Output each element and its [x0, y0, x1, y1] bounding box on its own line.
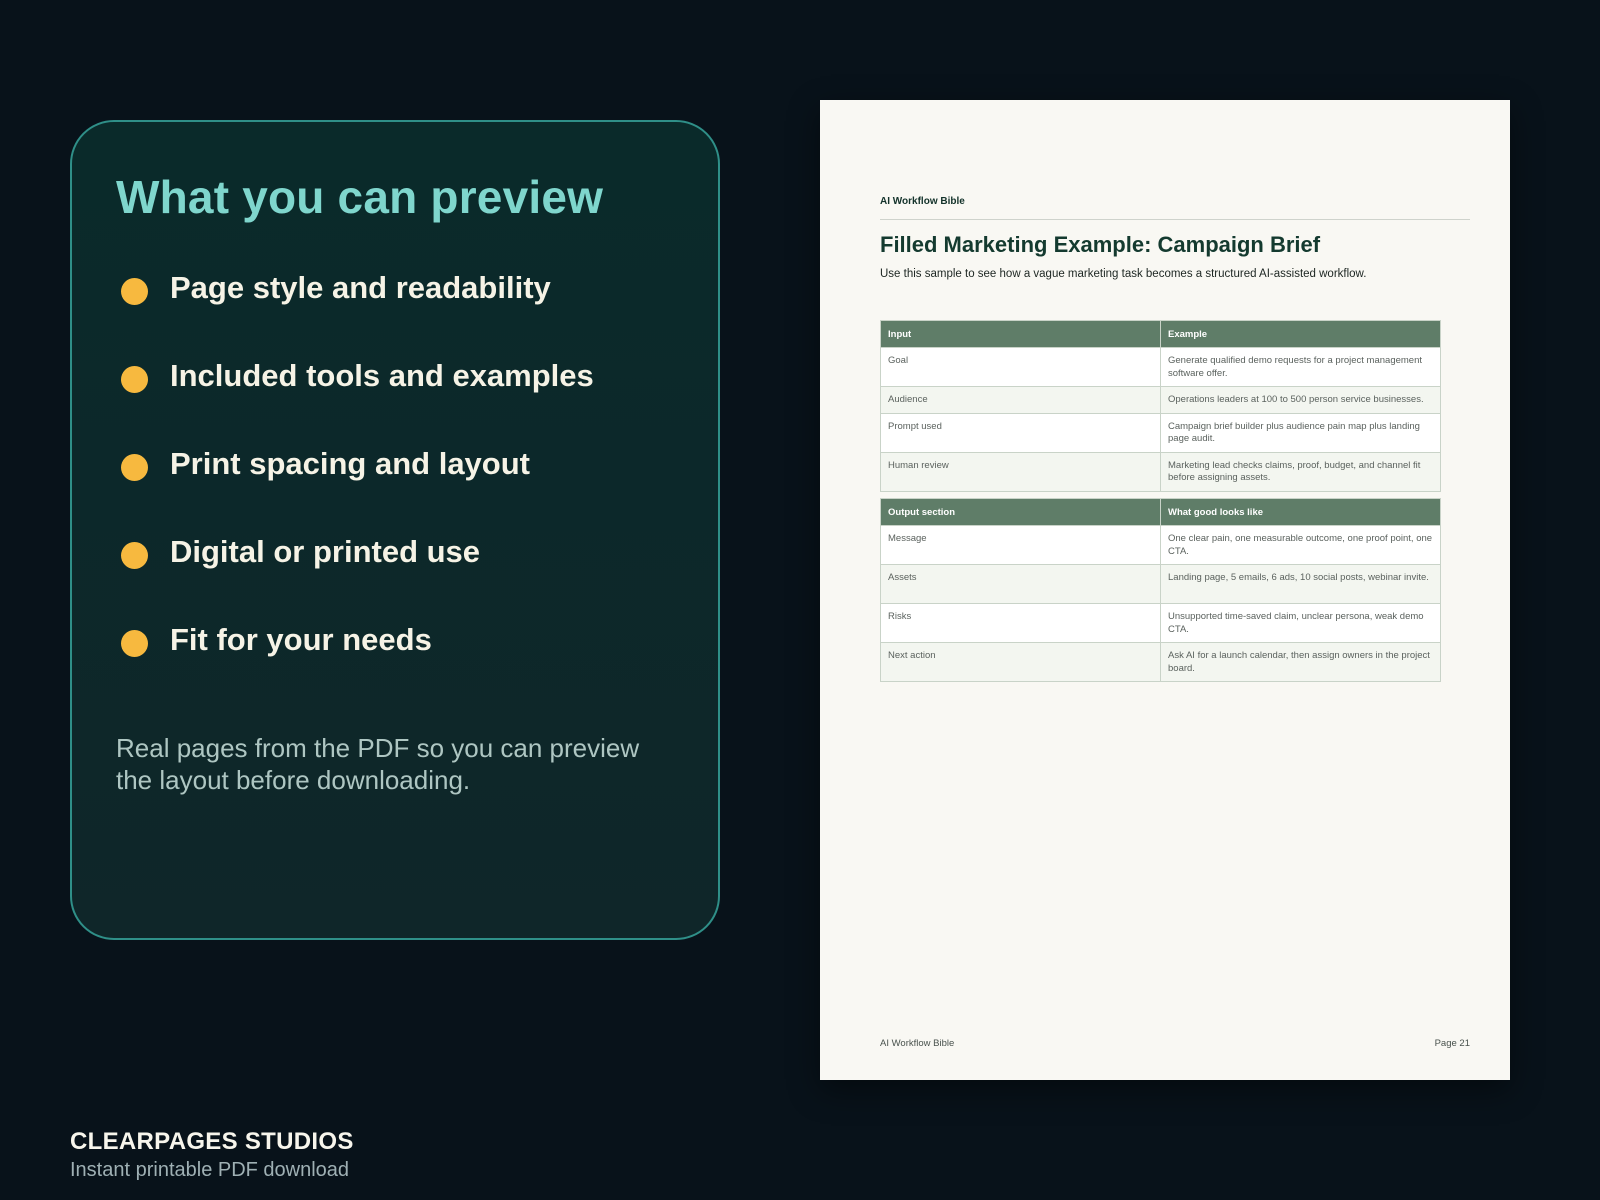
- table-cell: Message: [881, 526, 1161, 565]
- table-row: [881, 452, 1441, 491]
- table-header-row: [881, 321, 1441, 348]
- table-cell: Unsupported time-saved claim, unclear persona, weak demo CTA.: [1161, 604, 1441, 643]
- table-cell: Generate qualified demo requests for a project management software offer.: [1161, 348, 1441, 387]
- table-row: [881, 348, 1441, 387]
- pdf-subtitle: Use this sample to see how a vague marketing task becomes a structured AI-assisted workflow.: [880, 268, 1367, 280]
- input-table: [880, 320, 1441, 492]
- table-cell: Assets: [881, 565, 1161, 604]
- feature-label: Print spacing and layout: [170, 446, 530, 481]
- pdf-running-header: AI Workflow Bible: [880, 196, 965, 207]
- feature-item: [116, 244, 676, 332]
- output-table: [880, 498, 1441, 682]
- table-cell: Audience: [881, 387, 1161, 414]
- feature-item: [116, 508, 676, 596]
- table-row: [881, 413, 1441, 452]
- column-header: Input: [881, 321, 1161, 348]
- table-cell: Human review: [881, 452, 1161, 491]
- feature-item: [116, 420, 676, 508]
- column-header: What good looks like: [1161, 499, 1441, 526]
- table-row: [881, 643, 1441, 682]
- bullet-dot-icon: [121, 454, 148, 481]
- pdf-footer-title: AI Workflow Bible: [880, 1038, 955, 1049]
- bullet-dot-icon: [121, 366, 148, 393]
- feature-label: Page style and readability: [170, 270, 551, 305]
- table-row: [881, 526, 1441, 565]
- bullet-dot-icon: [121, 278, 148, 305]
- brand-footer: [70, 1128, 354, 1182]
- column-header: Example: [1161, 321, 1441, 348]
- card-note: Real pages from the PDF so you can preview the layout before downloading.: [116, 733, 640, 795]
- feature-item: [116, 332, 676, 420]
- table-row: [881, 387, 1441, 414]
- table-cell: Ask AI for a launch calendar, then assign owners in the project board.: [1161, 643, 1441, 682]
- pdf-page-preview: [820, 100, 1510, 1080]
- preview-card: [70, 120, 720, 940]
- table-cell: Goal: [881, 348, 1161, 387]
- table-cell: One clear pain, one measurable outcome, one proof point, one CTA.: [1161, 526, 1441, 565]
- bullet-dot-icon: [121, 630, 148, 657]
- pdf-header-rule: [880, 219, 1470, 220]
- table-cell: Risks: [881, 604, 1161, 643]
- bullet-dot-icon: [121, 542, 148, 569]
- table-cell: Landing page, 5 emails, 6 ads, 10 social posts, webinar invite.: [1161, 565, 1441, 604]
- feature-item: [116, 596, 676, 684]
- feature-label: Included tools and examples: [170, 358, 594, 393]
- table-cell: Campaign brief builder plus audience pain map plus landing page audit.: [1161, 413, 1441, 452]
- table-row: [881, 565, 1441, 604]
- pdf-page-number: Page 21: [1434, 1038, 1470, 1049]
- table-row: [881, 604, 1441, 643]
- table-cell: Next action: [881, 643, 1161, 682]
- brand-name: CLEARPAGES STUDIOS: [70, 1128, 354, 1155]
- table-cell: Prompt used: [881, 413, 1161, 452]
- feature-list: [116, 244, 676, 684]
- feature-label: Digital or printed use: [170, 534, 481, 569]
- card-title: What you can preview: [116, 171, 604, 223]
- pdf-title: Filled Marketing Example: Campaign Brief: [880, 232, 1321, 257]
- brand-tagline: Instant printable PDF download: [70, 1159, 350, 1181]
- column-header: Output section: [881, 499, 1161, 526]
- table-cell: Marketing lead checks claims, proof, budget, and channel fit before assigning assets.: [1161, 452, 1441, 491]
- table-header-row: [881, 499, 1441, 526]
- feature-label: Fit for your needs: [170, 622, 432, 657]
- table-cell: Operations leaders at 100 to 500 person service businesses.: [1161, 387, 1441, 414]
